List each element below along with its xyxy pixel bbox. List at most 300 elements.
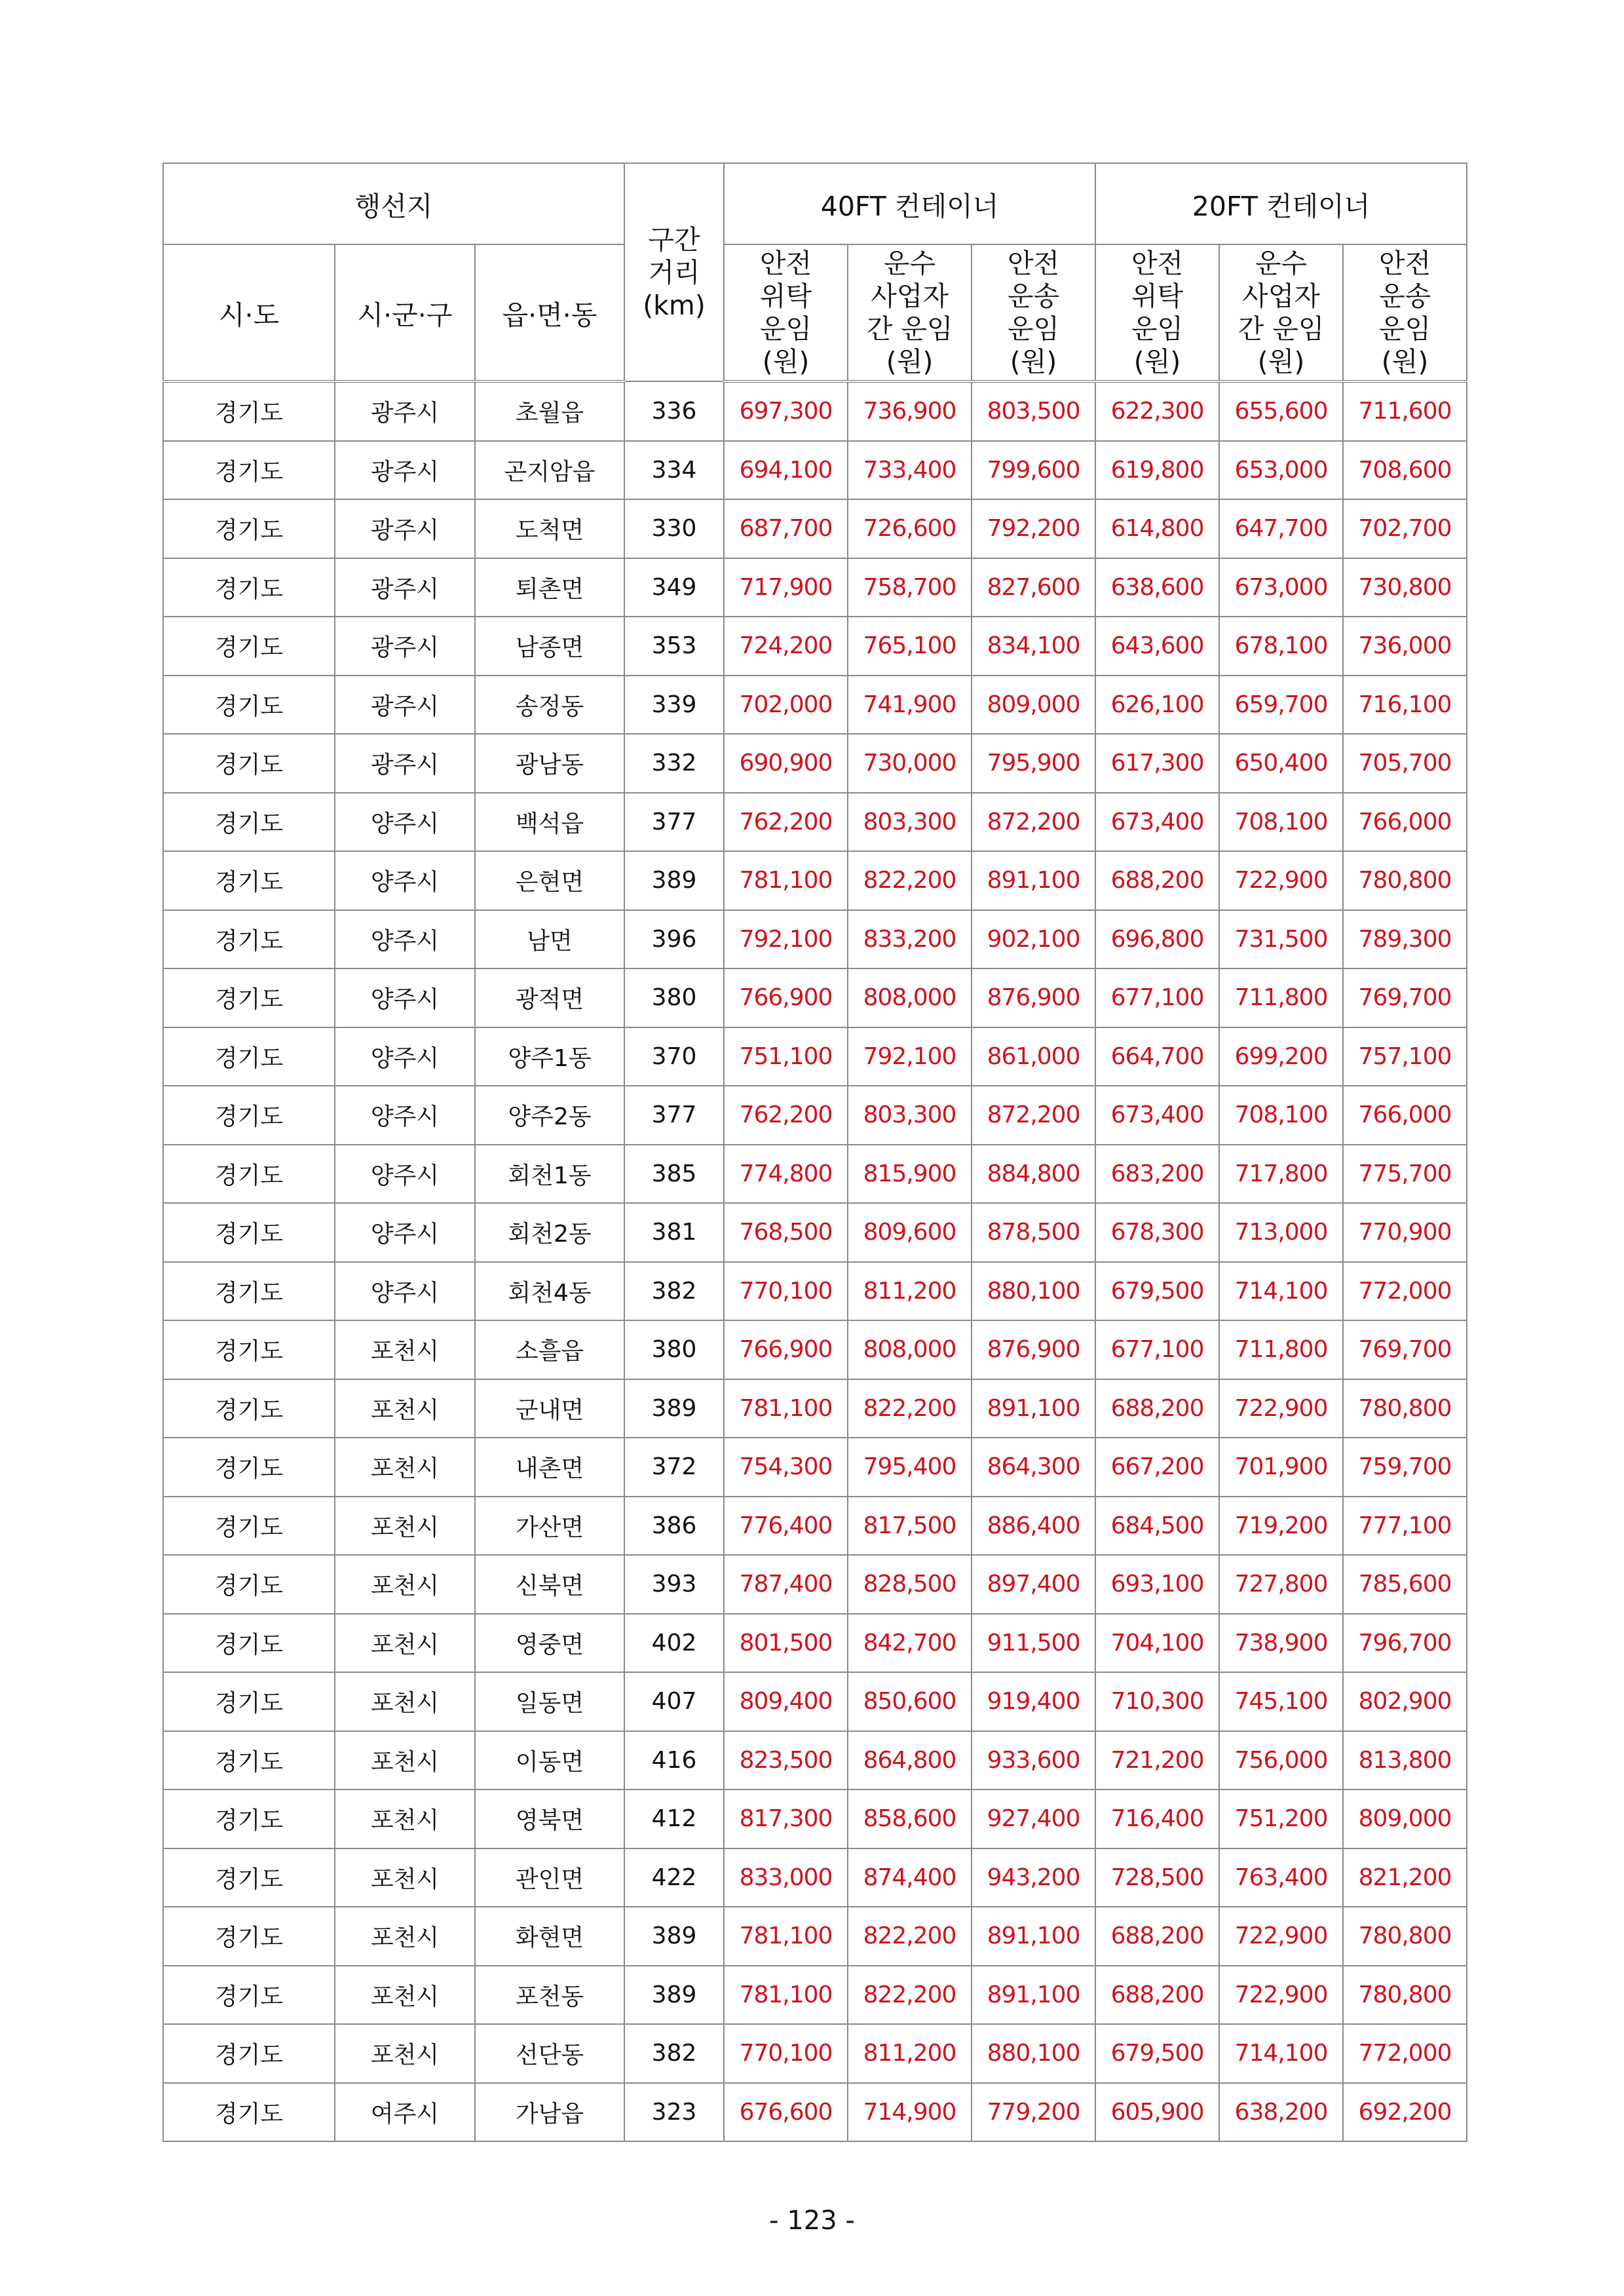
fare-20ft-safe-transport: 736,000 [1343, 617, 1467, 676]
sigungu-cell: 광주시 [335, 734, 475, 793]
fare-40ft-safe-consign: 751,100 [724, 1027, 848, 1086]
eupmyeondong-cell: 회천2동 [475, 1203, 624, 1262]
fare-40ft-safe-transport: 864,300 [972, 1438, 1095, 1497]
table-row [163, 1731, 1467, 1790]
sido-cell: 경기도 [163, 1614, 335, 1673]
fare-20ft-between-carriers: 650,400 [1219, 734, 1343, 793]
table-row [163, 1438, 1467, 1497]
sigungu-cell: 광주시 [335, 558, 475, 617]
fare-20ft-safe-transport: 772,000 [1343, 1262, 1467, 1321]
fare-20ft-between-carriers: 711,800 [1219, 1320, 1343, 1379]
fare-40ft-safe-transport: 779,200 [972, 2083, 1095, 2142]
sigungu-cell: 포천시 [335, 1320, 475, 1379]
fare-40ft-safe-consign: 766,900 [724, 1320, 848, 1379]
fare-20ft-between-carriers: 714,100 [1219, 1262, 1343, 1321]
fare-20ft-between-carriers: 714,100 [1219, 2024, 1343, 2083]
fare-40ft-safe-transport: 834,100 [972, 617, 1095, 676]
eupmyeondong-cell: 소흘읍 [475, 1320, 624, 1379]
fare-20ft-between-carriers: 738,900 [1219, 1614, 1343, 1673]
tariff-table [162, 163, 1467, 2142]
fare-20ft-safe-transport: 759,700 [1343, 1438, 1467, 1497]
eupmyeondong-cell: 광남동 [475, 734, 624, 793]
fare-20ft-safe-consign: 688,200 [1095, 851, 1219, 910]
fare-20ft-between-carriers: 653,000 [1219, 441, 1343, 500]
fare-20ft-between-carriers: 708,100 [1219, 793, 1343, 852]
header-20ft-between-carriers: 운수 사업자 간 운임 (원) [1219, 244, 1343, 381]
eupmyeondong-cell: 내촌면 [475, 1438, 624, 1497]
sigungu-cell: 양주시 [335, 968, 475, 1027]
sido-cell: 경기도 [163, 381, 335, 441]
fare-40ft-between-carriers: 736,900 [848, 381, 972, 441]
fare-20ft-safe-consign: 617,300 [1095, 734, 1219, 793]
eupmyeondong-cell: 포천동 [475, 1966, 624, 2025]
fare-40ft-safe-transport: 902,100 [972, 910, 1095, 969]
fare-20ft-between-carriers: 713,000 [1219, 1203, 1343, 1262]
eupmyeondong-cell: 도척면 [475, 499, 624, 558]
fare-40ft-between-carriers: 842,700 [848, 1614, 972, 1673]
sido-cell: 경기도 [163, 1203, 335, 1262]
distance-cell: 334 [624, 441, 724, 500]
table-row [163, 381, 1467, 441]
fare-20ft-safe-transport: 780,800 [1343, 1907, 1467, 1966]
eupmyeondong-cell: 가산면 [475, 1497, 624, 1556]
fare-40ft-between-carriers: 758,700 [848, 558, 972, 617]
fare-20ft-safe-consign: 664,700 [1095, 1027, 1219, 1086]
header-eupmyeondong: 읍·면·동 [475, 244, 624, 381]
eupmyeondong-cell: 초월읍 [475, 381, 624, 441]
fare-40ft-between-carriers: 808,000 [848, 968, 972, 1027]
fare-40ft-safe-transport: 876,900 [972, 1320, 1095, 1379]
fare-40ft-safe-transport: 933,600 [972, 1731, 1095, 1790]
fare-40ft-between-carriers: 803,300 [848, 1086, 972, 1145]
eupmyeondong-cell: 회천4동 [475, 1262, 624, 1321]
header-sido: 시·도 [163, 244, 335, 381]
sido-cell: 경기도 [163, 1086, 335, 1145]
fare-20ft-safe-consign: 678,300 [1095, 1203, 1219, 1262]
fare-40ft-safe-consign: 776,400 [724, 1497, 848, 1556]
sigungu-cell: 양주시 [335, 1086, 475, 1145]
fare-40ft-between-carriers: 828,500 [848, 1555, 972, 1614]
fare-40ft-between-carriers: 741,900 [848, 676, 972, 735]
fare-40ft-between-carriers: 874,400 [848, 1848, 972, 1907]
fare-40ft-safe-transport: 884,800 [972, 1145, 1095, 1204]
sido-cell: 경기도 [163, 734, 335, 793]
fare-40ft-safe-consign: 781,100 [724, 851, 848, 910]
sido-cell: 경기도 [163, 1848, 335, 1907]
eupmyeondong-cell: 군내면 [475, 1379, 624, 1438]
fare-20ft-safe-transport: 813,800 [1343, 1731, 1467, 1790]
sido-cell: 경기도 [163, 1320, 335, 1379]
fare-40ft-safe-transport: 792,200 [972, 499, 1095, 558]
sido-cell: 경기도 [163, 851, 335, 910]
table-row [163, 793, 1467, 852]
fare-20ft-safe-consign: 728,500 [1095, 1848, 1219, 1907]
header-40ft-container: 40FT 컨테이너 [724, 163, 1095, 244]
fare-40ft-safe-consign: 754,300 [724, 1438, 848, 1497]
sigungu-cell: 포천시 [335, 2024, 475, 2083]
table-row [163, 1027, 1467, 1086]
fare-20ft-safe-consign: 626,100 [1095, 676, 1219, 735]
sigungu-cell: 광주시 [335, 381, 475, 441]
fare-20ft-safe-consign: 688,200 [1095, 1379, 1219, 1438]
header-20ft-safe-consign: 안전 위탁 운임 (원) [1095, 244, 1219, 381]
table-row [163, 968, 1467, 1027]
fare-20ft-safe-consign: 688,200 [1095, 1966, 1219, 2025]
header-40ft-between-carriers: 운수 사업자 간 운임 (원) [848, 244, 972, 381]
fare-20ft-safe-transport: 777,100 [1343, 1497, 1467, 1556]
sigungu-cell: 포천시 [335, 1672, 475, 1731]
sigungu-cell: 포천시 [335, 1907, 475, 1966]
fare-40ft-safe-consign: 833,000 [724, 1848, 848, 1907]
fare-40ft-between-carriers: 795,400 [848, 1438, 972, 1497]
fare-20ft-between-carriers: 638,200 [1219, 2083, 1343, 2142]
sigungu-cell: 광주시 [335, 676, 475, 735]
fare-20ft-safe-consign: 684,500 [1095, 1497, 1219, 1556]
fare-20ft-safe-transport: 769,700 [1343, 968, 1467, 1027]
header-destination: 행선지 [163, 163, 624, 244]
fare-40ft-safe-consign: 676,600 [724, 2083, 848, 2142]
fare-40ft-safe-consign: 801,500 [724, 1614, 848, 1673]
eupmyeondong-cell: 곤지암읍 [475, 441, 624, 500]
table-row [163, 1379, 1467, 1438]
table-row [163, 441, 1467, 500]
sido-cell: 경기도 [163, 1438, 335, 1497]
fare-40ft-between-carriers: 808,000 [848, 1320, 972, 1379]
fare-40ft-safe-consign: 768,500 [724, 1203, 848, 1262]
sido-cell: 경기도 [163, 1672, 335, 1731]
sigungu-cell: 포천시 [335, 1555, 475, 1614]
header-40ft-safe-consign: 안전 위탁 운임 (원) [724, 244, 848, 381]
sigungu-cell: 여주시 [335, 2083, 475, 2142]
sido-cell: 경기도 [163, 1027, 335, 1086]
fare-40ft-between-carriers: 817,500 [848, 1497, 972, 1556]
fare-20ft-safe-consign: 619,800 [1095, 441, 1219, 500]
fare-40ft-safe-transport: 799,600 [972, 441, 1095, 500]
fare-40ft-safe-transport: 891,100 [972, 851, 1095, 910]
fare-20ft-between-carriers: 731,500 [1219, 910, 1343, 969]
fare-20ft-safe-consign: 693,100 [1095, 1555, 1219, 1614]
fare-40ft-between-carriers: 822,200 [848, 1379, 972, 1438]
fare-40ft-safe-transport: 891,100 [972, 1907, 1095, 1966]
fare-40ft-between-carriers: 803,300 [848, 793, 972, 852]
fare-40ft-safe-consign: 690,900 [724, 734, 848, 793]
fare-20ft-safe-consign: 710,300 [1095, 1672, 1219, 1731]
fare-40ft-safe-consign: 781,100 [724, 1379, 848, 1438]
distance-cell: 386 [624, 1497, 724, 1556]
table-row [163, 1614, 1467, 1673]
sigungu-cell: 포천시 [335, 1731, 475, 1790]
fare-20ft-safe-transport: 716,100 [1343, 676, 1467, 735]
fare-20ft-safe-consign: 667,200 [1095, 1438, 1219, 1497]
distance-cell: 332 [624, 734, 724, 793]
fare-40ft-safe-transport: 876,900 [972, 968, 1095, 1027]
distance-cell: 339 [624, 676, 724, 735]
fare-20ft-between-carriers: 763,400 [1219, 1848, 1343, 1907]
sigungu-cell: 광주시 [335, 617, 475, 676]
eupmyeondong-cell: 광적면 [475, 968, 624, 1027]
eupmyeondong-cell: 가남읍 [475, 2083, 624, 2142]
table-row [163, 1320, 1467, 1379]
fare-20ft-between-carriers: 701,900 [1219, 1438, 1343, 1497]
fare-40ft-safe-consign: 809,400 [724, 1672, 848, 1731]
fare-40ft-safe-transport: 886,400 [972, 1497, 1095, 1556]
sido-cell: 경기도 [163, 1379, 335, 1438]
fare-40ft-safe-transport: 880,100 [972, 2024, 1095, 2083]
sido-cell: 경기도 [163, 1966, 335, 2025]
sido-cell: 경기도 [163, 617, 335, 676]
sigungu-cell: 광주시 [335, 499, 475, 558]
fare-40ft-between-carriers: 822,200 [848, 851, 972, 910]
fare-40ft-safe-consign: 781,100 [724, 1966, 848, 2025]
distance-cell: 377 [624, 1086, 724, 1145]
fare-20ft-between-carriers: 673,000 [1219, 558, 1343, 617]
fare-40ft-between-carriers: 733,400 [848, 441, 972, 500]
fare-40ft-safe-consign: 817,300 [724, 1789, 848, 1848]
sigungu-cell: 양주시 [335, 910, 475, 969]
fare-20ft-safe-consign: 673,400 [1095, 1086, 1219, 1145]
fare-40ft-safe-transport: 872,200 [972, 793, 1095, 852]
fare-40ft-safe-consign: 792,100 [724, 910, 848, 969]
sido-cell: 경기도 [163, 1555, 335, 1614]
fare-40ft-safe-transport: 897,400 [972, 1555, 1095, 1614]
fare-20ft-safe-transport: 780,800 [1343, 1966, 1467, 2025]
eupmyeondong-cell: 백석읍 [475, 793, 624, 852]
sigungu-cell: 양주시 [335, 851, 475, 910]
eupmyeondong-cell: 일동면 [475, 1672, 624, 1731]
sigungu-cell: 포천시 [335, 1614, 475, 1673]
fare-40ft-between-carriers: 822,200 [848, 1966, 972, 2025]
header-40ft-safe-transport: 안전 운송 운임 (원) [972, 244, 1095, 381]
fare-20ft-between-carriers: 722,900 [1219, 1379, 1343, 1438]
distance-cell: 349 [624, 558, 724, 617]
fare-40ft-safe-transport: 927,400 [972, 1789, 1095, 1848]
table-row [163, 2024, 1467, 2083]
fare-40ft-safe-transport: 795,900 [972, 734, 1095, 793]
fare-20ft-between-carriers: 751,200 [1219, 1789, 1343, 1848]
distance-cell: 389 [624, 1379, 724, 1438]
table-row [163, 851, 1467, 910]
table-row [163, 617, 1467, 676]
fare-40ft-between-carriers: 815,900 [848, 1145, 972, 1204]
fare-20ft-between-carriers: 717,800 [1219, 1145, 1343, 1204]
sido-cell: 경기도 [163, 676, 335, 735]
fare-20ft-safe-consign: 677,100 [1095, 968, 1219, 1027]
fare-20ft-safe-transport: 780,800 [1343, 1379, 1467, 1438]
fare-20ft-safe-transport: 821,200 [1343, 1848, 1467, 1907]
table-row [163, 1262, 1467, 1321]
sido-cell: 경기도 [163, 1789, 335, 1848]
eupmyeondong-cell: 이동면 [475, 1731, 624, 1790]
table-row [163, 2083, 1467, 2142]
fare-20ft-safe-transport: 796,700 [1343, 1614, 1467, 1673]
fare-20ft-safe-transport: 775,700 [1343, 1145, 1467, 1204]
sigungu-cell: 포천시 [335, 1497, 475, 1556]
sido-cell: 경기도 [163, 2024, 335, 2083]
eupmyeondong-cell: 남종면 [475, 617, 624, 676]
fare-20ft-safe-consign: 638,600 [1095, 558, 1219, 617]
header-20ft-safe-transport: 안전 운송 운임 (원) [1343, 244, 1467, 381]
fare-40ft-safe-transport: 880,100 [972, 1262, 1095, 1321]
table-row [163, 1907, 1467, 1966]
distance-cell: 381 [624, 1203, 724, 1262]
fare-40ft-safe-consign: 762,200 [724, 793, 848, 852]
fare-20ft-between-carriers: 678,100 [1219, 617, 1343, 676]
distance-cell: 416 [624, 1731, 724, 1790]
fare-20ft-safe-consign: 605,900 [1095, 2083, 1219, 2142]
fare-40ft-safe-consign: 694,100 [724, 441, 848, 500]
eupmyeondong-cell: 신북면 [475, 1555, 624, 1614]
page-number: - 123 - [769, 2206, 855, 2236]
fare-40ft-safe-transport: 891,100 [972, 1966, 1095, 2025]
fare-20ft-safe-consign: 673,400 [1095, 793, 1219, 852]
distance-cell: 396 [624, 910, 724, 969]
header-distance: 구간 거리 (km) [624, 163, 724, 381]
fare-20ft-safe-consign: 622,300 [1095, 381, 1219, 441]
distance-cell: 377 [624, 793, 724, 852]
distance-cell: 353 [624, 617, 724, 676]
distance-cell: 372 [624, 1438, 724, 1497]
fare-20ft-between-carriers: 745,100 [1219, 1672, 1343, 1731]
eupmyeondong-cell: 송정동 [475, 676, 624, 735]
fare-20ft-between-carriers: 711,800 [1219, 968, 1343, 1027]
fare-40ft-between-carriers: 858,600 [848, 1789, 972, 1848]
eupmyeondong-cell: 양주2동 [475, 1086, 624, 1145]
tariff-table-body [163, 381, 1467, 2141]
fare-40ft-safe-transport: 803,500 [972, 381, 1095, 441]
sido-cell: 경기도 [163, 1262, 335, 1321]
eupmyeondong-cell: 양주1동 [475, 1027, 624, 1086]
sido-cell: 경기도 [163, 1731, 335, 1790]
fare-40ft-safe-consign: 717,900 [724, 558, 848, 617]
fare-40ft-safe-transport: 919,400 [972, 1672, 1095, 1731]
sigungu-cell: 양주시 [335, 1203, 475, 1262]
table-row [163, 1497, 1467, 1556]
fare-20ft-safe-consign: 614,800 [1095, 499, 1219, 558]
fare-20ft-safe-consign: 688,200 [1095, 1907, 1219, 1966]
fare-20ft-safe-consign: 704,100 [1095, 1614, 1219, 1673]
fare-40ft-between-carriers: 811,200 [848, 2024, 972, 2083]
fare-20ft-between-carriers: 699,200 [1219, 1027, 1343, 1086]
fare-20ft-between-carriers: 722,900 [1219, 851, 1343, 910]
sido-cell: 경기도 [163, 2083, 335, 2142]
sido-cell: 경기도 [163, 499, 335, 558]
fare-40ft-safe-consign: 724,200 [724, 617, 848, 676]
fare-20ft-safe-consign: 677,100 [1095, 1320, 1219, 1379]
fare-40ft-between-carriers: 809,600 [848, 1203, 972, 1262]
fare-20ft-between-carriers: 647,700 [1219, 499, 1343, 558]
eupmyeondong-cell: 관인면 [475, 1848, 624, 1907]
fare-40ft-safe-consign: 766,900 [724, 968, 848, 1027]
fare-20ft-safe-consign: 683,200 [1095, 1145, 1219, 1204]
fare-20ft-safe-transport: 692,200 [1343, 2083, 1467, 2142]
fare-40ft-safe-transport: 827,600 [972, 558, 1095, 617]
eupmyeondong-cell: 영북면 [475, 1789, 624, 1848]
fare-40ft-between-carriers: 833,200 [848, 910, 972, 969]
fare-20ft-between-carriers: 655,600 [1219, 381, 1343, 441]
distance-cell: 380 [624, 1320, 724, 1379]
fare-20ft-between-carriers: 756,000 [1219, 1731, 1343, 1790]
fare-20ft-safe-transport: 785,600 [1343, 1555, 1467, 1614]
sido-cell: 경기도 [163, 793, 335, 852]
fare-40ft-safe-transport: 861,000 [972, 1027, 1095, 1086]
distance-cell: 380 [624, 968, 724, 1027]
table-row [163, 1145, 1467, 1204]
fare-40ft-between-carriers: 714,900 [848, 2083, 972, 2142]
sigungu-cell: 포천시 [335, 1848, 475, 1907]
fare-40ft-safe-transport: 878,500 [972, 1203, 1095, 1262]
fare-40ft-safe-transport: 809,000 [972, 676, 1095, 735]
fare-40ft-between-carriers: 765,100 [848, 617, 972, 676]
sigungu-cell: 양주시 [335, 1145, 475, 1204]
distance-cell: 393 [624, 1555, 724, 1614]
distance-cell: 385 [624, 1145, 724, 1204]
fare-40ft-safe-consign: 770,100 [724, 1262, 848, 1321]
header-sigungu: 시·군·구 [335, 244, 475, 381]
fare-20ft-safe-transport: 730,800 [1343, 558, 1467, 617]
table-row [163, 1848, 1467, 1907]
fare-20ft-safe-transport: 772,000 [1343, 2024, 1467, 2083]
fare-40ft-between-carriers: 811,200 [848, 1262, 972, 1321]
eupmyeondong-cell: 은현면 [475, 851, 624, 910]
fare-40ft-between-carriers: 792,100 [848, 1027, 972, 1086]
distance-cell: 407 [624, 1672, 724, 1731]
fare-20ft-safe-transport: 766,000 [1343, 1086, 1467, 1145]
fare-20ft-safe-transport: 757,100 [1343, 1027, 1467, 1086]
fare-20ft-safe-consign: 696,800 [1095, 910, 1219, 969]
sido-cell: 경기도 [163, 1145, 335, 1204]
fare-20ft-safe-transport: 789,300 [1343, 910, 1467, 969]
fare-20ft-between-carriers: 659,700 [1219, 676, 1343, 735]
fare-20ft-safe-transport: 770,900 [1343, 1203, 1467, 1262]
sigungu-cell: 포천시 [335, 1379, 475, 1438]
fare-40ft-between-carriers: 730,000 [848, 734, 972, 793]
fare-40ft-safe-transport: 891,100 [972, 1379, 1095, 1438]
fare-40ft-between-carriers: 726,600 [848, 499, 972, 558]
eupmyeondong-cell: 회천1동 [475, 1145, 624, 1204]
fare-20ft-between-carriers: 708,100 [1219, 1086, 1343, 1145]
distance-cell: 382 [624, 1262, 724, 1321]
fare-40ft-safe-transport: 872,200 [972, 1086, 1095, 1145]
fare-20ft-safe-consign: 643,600 [1095, 617, 1219, 676]
header-20ft-container: 20FT 컨테이너 [1095, 163, 1467, 244]
fare-20ft-safe-consign: 721,200 [1095, 1731, 1219, 1790]
distance-cell: 412 [624, 1789, 724, 1848]
table-row [163, 558, 1467, 617]
sigungu-cell: 포천시 [335, 1438, 475, 1497]
sigungu-cell: 포천시 [335, 1966, 475, 2025]
fare-20ft-safe-transport: 711,600 [1343, 381, 1467, 441]
table-row [163, 1789, 1467, 1848]
fare-40ft-between-carriers: 850,600 [848, 1672, 972, 1731]
fare-40ft-safe-consign: 687,700 [724, 499, 848, 558]
sigungu-cell: 광주시 [335, 441, 475, 500]
fare-20ft-safe-transport: 708,600 [1343, 441, 1467, 500]
fare-20ft-safe-transport: 769,700 [1343, 1320, 1467, 1379]
eupmyeondong-cell: 화현면 [475, 1907, 624, 1966]
eupmyeondong-cell: 영중면 [475, 1614, 624, 1673]
distance-cell: 389 [624, 851, 724, 910]
table-row [163, 1086, 1467, 1145]
fare-40ft-between-carriers: 864,800 [848, 1731, 972, 1790]
fare-40ft-safe-consign: 702,000 [724, 676, 848, 735]
fare-20ft-between-carriers: 722,900 [1219, 1907, 1343, 1966]
table-row [163, 1966, 1467, 2025]
fare-20ft-safe-transport: 802,900 [1343, 1672, 1467, 1731]
table-row [163, 910, 1467, 969]
distance-cell: 370 [624, 1027, 724, 1086]
fare-20ft-between-carriers: 722,900 [1219, 1966, 1343, 2025]
fare-40ft-between-carriers: 822,200 [848, 1907, 972, 1966]
